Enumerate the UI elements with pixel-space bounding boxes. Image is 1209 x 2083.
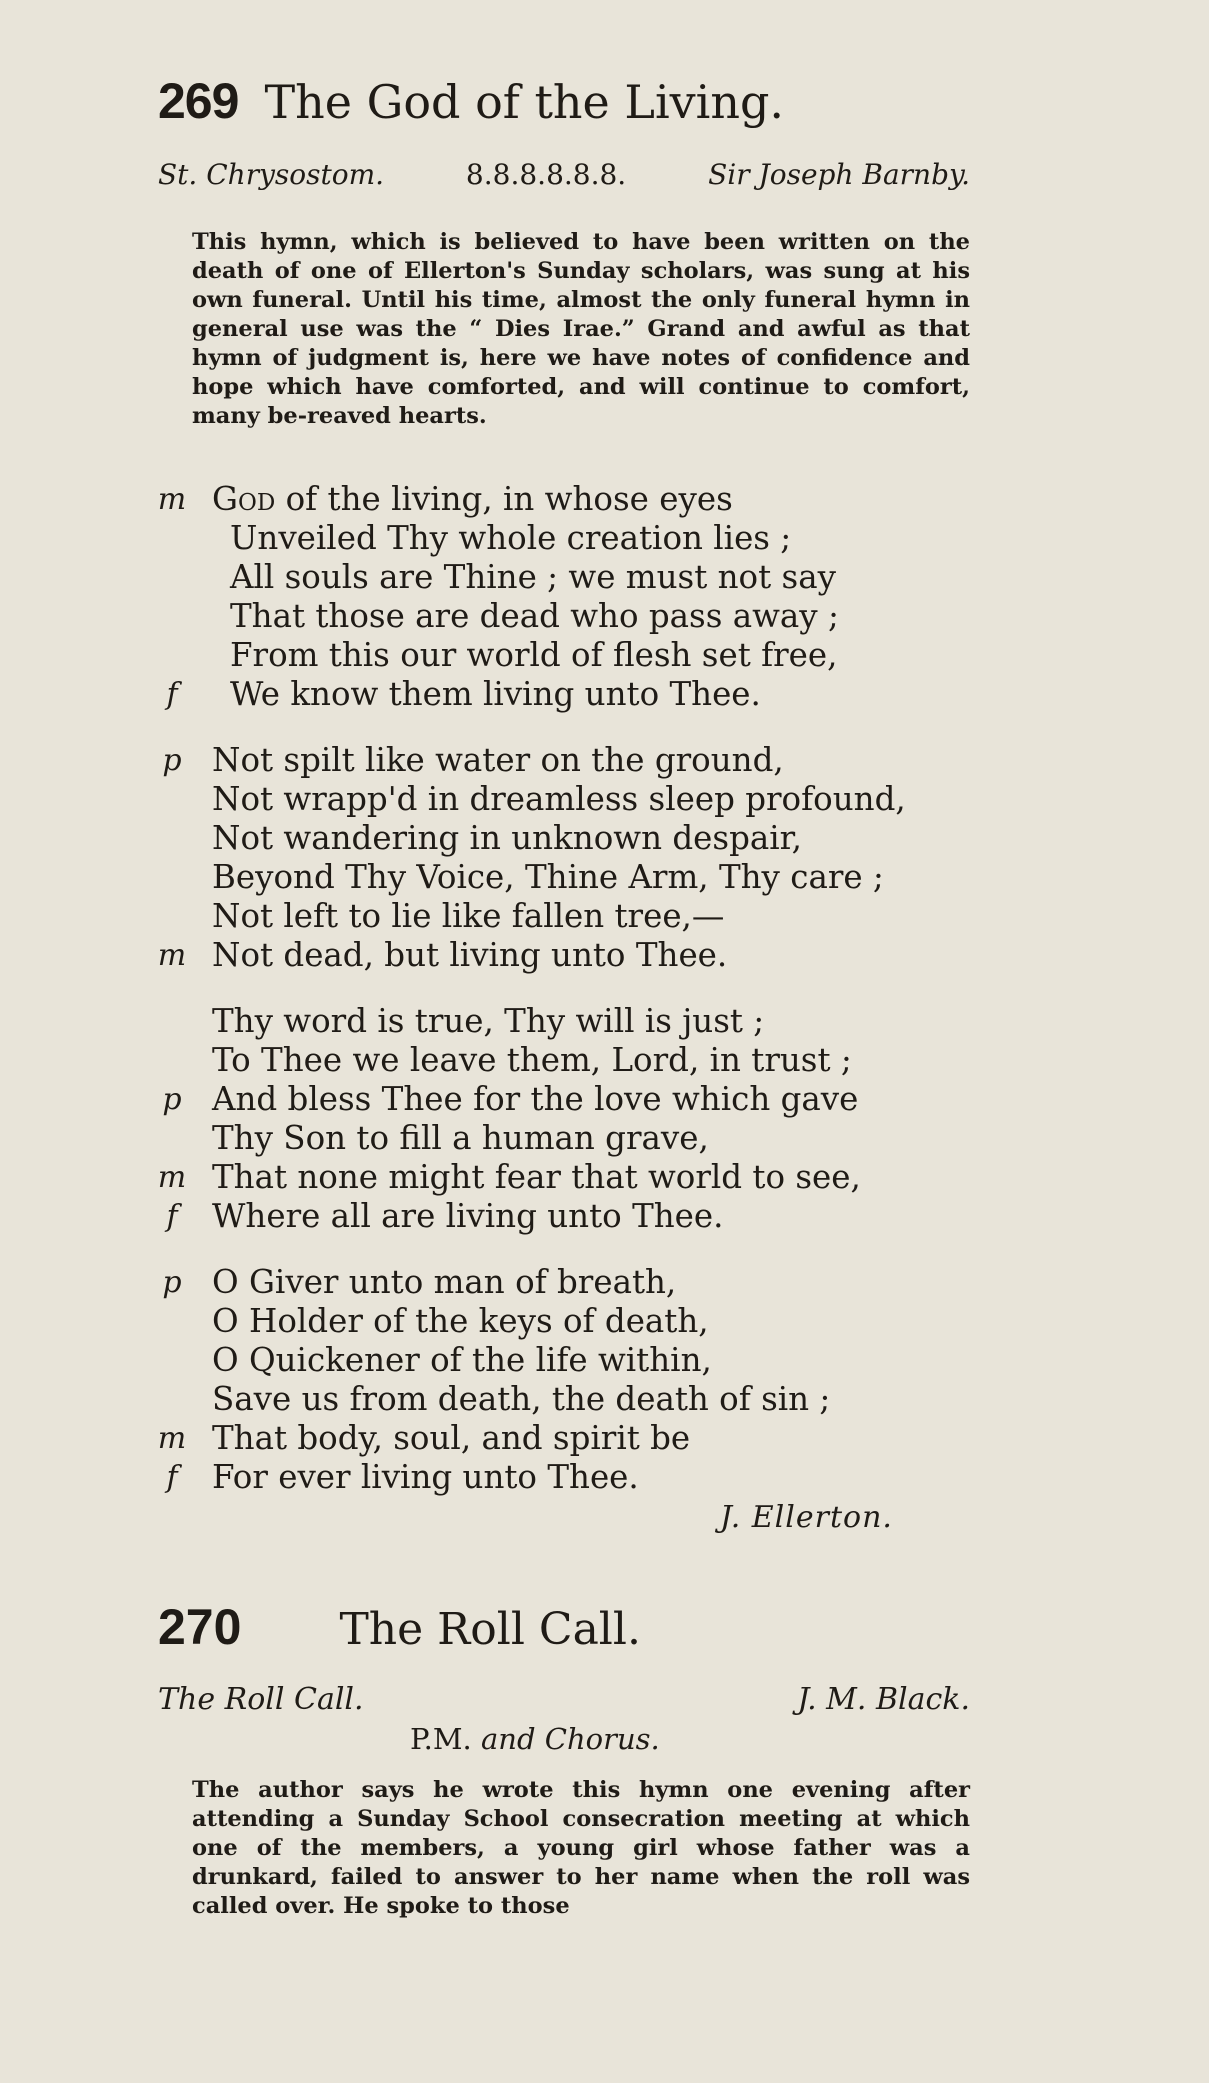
line-text: That those are dead who pass away ; bbox=[230, 597, 839, 635]
tune-name: St. Chrysostom. bbox=[158, 158, 385, 191]
verse-line bbox=[150, 1380, 980, 1419]
verse-line bbox=[150, 780, 980, 819]
line-text: Not wrapp'd in dreamless sleep profound, bbox=[212, 780, 906, 818]
line-text: Not wandering in unknown despair, bbox=[212, 819, 802, 857]
line-text: That body, soul, and spirit be bbox=[212, 1419, 691, 1457]
verse-line bbox=[150, 480, 980, 519]
dynamic-marking: m bbox=[157, 938, 187, 973]
verse-line bbox=[150, 897, 980, 936]
line-text: Not left to lie like fallen tree,— bbox=[212, 897, 725, 935]
verse-line bbox=[150, 819, 980, 858]
tune-line bbox=[158, 158, 970, 191]
hymn-note: The author says he wrote this hymn one evening after attending a Sunday School consecration meeting at which one of the members, a young girl whose father was a drunkard, failed to answer to her name when the roll was called over. He spoke to those bbox=[192, 1777, 970, 1919]
verse-line bbox=[150, 1119, 980, 1158]
verse-line bbox=[150, 1302, 980, 1341]
verse-line bbox=[150, 741, 980, 780]
line-text bbox=[212, 480, 733, 519]
line-text: To Thee we leave them, Lord, in trust ; bbox=[212, 1041, 852, 1079]
verse bbox=[150, 1002, 980, 1236]
verse-line bbox=[150, 1263, 980, 1302]
tune-line bbox=[158, 1682, 970, 1717]
verse-line bbox=[150, 1197, 980, 1236]
line-text: Where all are living unto Thee. bbox=[212, 1197, 724, 1235]
line-text: Beyond Thy Voice, Thine Arm, Thy care ; bbox=[212, 858, 884, 896]
verse-line bbox=[150, 675, 980, 714]
hymn-number: 270 bbox=[158, 1599, 242, 1655]
verse-line bbox=[150, 1458, 980, 1497]
line-text: For ever living unto Thee. bbox=[212, 1458, 639, 1496]
verse-line bbox=[150, 1041, 980, 1080]
dynamic-marking: p bbox=[162, 1265, 182, 1300]
verse-line bbox=[150, 636, 980, 675]
verse-line bbox=[150, 1341, 980, 1380]
author: J. Ellerton. bbox=[720, 1500, 893, 1535]
hymn-note: This hymn, which is believed to have been written on the death of one of Ellerton's Sunday scholars, was sung at his own funeral. Until his time, almost the only funeral hymn in general use was the “ Dies Irae.” Grand and awful as that hymn of judgment is, here we have notes of confidence and hope which have comforted, and will continue to comfort, many be-reaved hearts. bbox=[192, 229, 970, 429]
line-text: Thy word is true, Thy will is just ; bbox=[212, 1002, 765, 1040]
verse-line bbox=[150, 597, 980, 636]
verse bbox=[150, 480, 980, 714]
hymn-269-header bbox=[158, 72, 784, 130]
verse-line bbox=[150, 858, 980, 897]
verses bbox=[150, 480, 980, 1497]
verse bbox=[150, 741, 980, 975]
line-text: Not dead, but living unto Thee. bbox=[212, 936, 728, 974]
line-text: O Quickener of the life within, bbox=[212, 1341, 712, 1379]
line-text: Save us from death, the death of sin ; bbox=[212, 1380, 831, 1418]
verse bbox=[150, 1263, 980, 1497]
line-text: Thy Son to fill a human grave, bbox=[212, 1119, 709, 1157]
meter-suffix: and Chorus. bbox=[481, 1722, 660, 1756]
tune-name: The Roll Call. bbox=[158, 1682, 364, 1717]
dynamic-marking: m bbox=[157, 1160, 187, 1195]
line-text: All souls are Thine ; we must not say bbox=[230, 558, 836, 596]
dynamic-marking: f bbox=[166, 1460, 178, 1495]
dynamic-marking: m bbox=[157, 1421, 187, 1456]
meter: 8.8.8.8.8.8. bbox=[465, 158, 627, 191]
line-text: O Holder of the keys of death, bbox=[212, 1302, 709, 1340]
verse-line bbox=[150, 1002, 980, 1041]
composer: J. M. Black. bbox=[797, 1682, 970, 1717]
verse-line bbox=[150, 519, 980, 558]
line-text: And bless Thee for the love which gave bbox=[212, 1080, 859, 1118]
verse-line bbox=[150, 1419, 980, 1458]
verse-line bbox=[150, 1080, 980, 1119]
verse-line bbox=[150, 1158, 980, 1197]
meter bbox=[410, 1722, 660, 1756]
dynamic-marking: p bbox=[162, 1082, 182, 1117]
line-text: Unveiled Thy whole creation lies ; bbox=[230, 519, 792, 557]
hymn-number: 269 bbox=[158, 73, 239, 129]
line-text: We know them living unto Thee. bbox=[230, 675, 761, 713]
dynamic-marking: m bbox=[157, 482, 187, 517]
dynamic-marking: f bbox=[166, 1199, 178, 1234]
line-text: O Giver unto man of breath, bbox=[212, 1263, 677, 1301]
line-text: That none might fear that world to see, bbox=[212, 1158, 861, 1196]
verse-line bbox=[150, 936, 980, 975]
hymn-270-header bbox=[158, 1598, 641, 1656]
hymn-title: The God of the Living. bbox=[264, 75, 785, 129]
dynamic-marking: f bbox=[166, 677, 178, 712]
dynamic-marking: p bbox=[162, 743, 182, 778]
hymn-title: The Roll Call. bbox=[339, 1604, 641, 1655]
composer: Sir Joseph Barnby. bbox=[708, 158, 970, 191]
line-text: Not spilt like water on the ground, bbox=[212, 741, 784, 779]
meter-prefix: P.M. bbox=[410, 1722, 472, 1756]
verse-line bbox=[150, 558, 980, 597]
line-rest: of the living, in whose eyes bbox=[275, 480, 733, 518]
line-first-word: God bbox=[212, 480, 276, 518]
line-text: From this our world of flesh set free, bbox=[230, 636, 838, 674]
